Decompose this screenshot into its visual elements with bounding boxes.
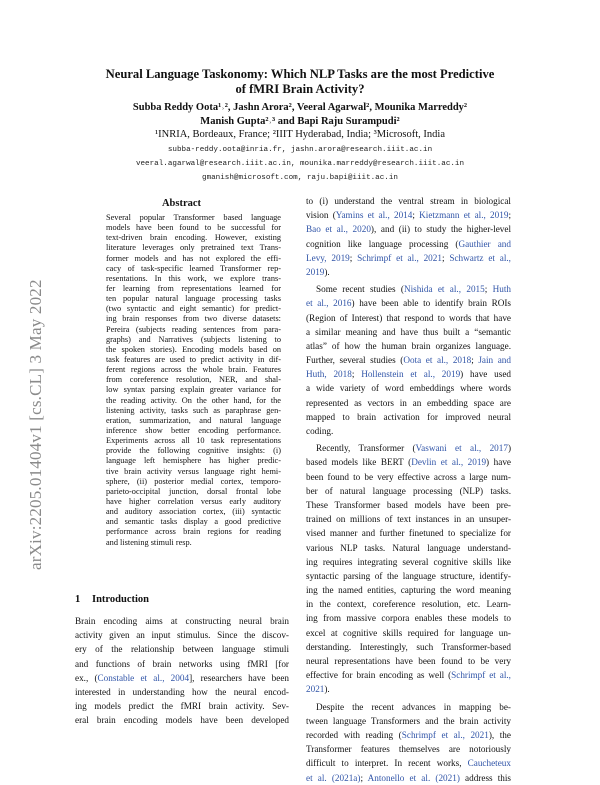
arxiv-identifier-stamp: arXiv:2205.01404v1 [cs.CL] 3 May 2022 <box>26 279 45 570</box>
body-line <box>75 614 289 628</box>
body-line <box>306 498 511 512</box>
body-line <box>306 282 511 296</box>
citation-link[interactable]: Constable et al., 2004 <box>97 672 190 683</box>
citation-link[interactable]: Schrimpf et al., <box>451 670 511 681</box>
email-line[interactable]: veeral.agarwal@research.iiit.ac.in, mounika.marreddy@research.iiit.ac.in <box>135 160 465 168</box>
body-line <box>306 728 511 742</box>
body-text: and functions of brain networks using fMRI [for <box>75 658 289 669</box>
body-text: ) have used <box>460 369 511 380</box>
abstract-line: task features are used to predict activity in dif- <box>106 354 281 364</box>
body-line <box>306 222 511 236</box>
abstract-line: the spoken stories). Encoding models based on <box>106 344 281 354</box>
body-line <box>306 597 511 611</box>
citation-link[interactable]: Huth, 2018 <box>306 369 352 380</box>
body-line <box>306 396 511 410</box>
title-line: of fMRI Brain Activity? <box>235 82 365 96</box>
abstract-line: the reading activity. On the other hand, for the <box>106 395 281 405</box>
citation-link[interactable]: Schrimpf et al., 2021 <box>401 729 489 740</box>
affiliations: ¹INRIA, Bordeaux, France; ²IIIT Hyderabad, India; ³Microsoft, India <box>154 129 446 140</box>
abstract-line: inference show better encoding performance. <box>106 425 281 435</box>
citation-link[interactable]: et al. (2021a) <box>306 772 361 783</box>
email-line[interactable]: gmanish@microsoft.com, raju.bapi@iiit.ac.in <box>202 174 398 182</box>
body-line <box>75 642 289 656</box>
body-text: interested in understanding how the neural encod- <box>75 686 289 697</box>
citation-link[interactable]: Antonello et al. (2021) <box>367 772 460 783</box>
body-line <box>306 654 511 668</box>
body-line <box>306 611 511 625</box>
body-line <box>306 208 511 222</box>
section-heading-introduction <box>75 594 149 605</box>
abstract-line: and auditory association cortex, (iii) syntactic <box>106 507 281 517</box>
body-text: ; <box>471 355 479 366</box>
email-line[interactable]: subba-reddy.oota@inria.fr, jashn.arora@research.iiit.ac.in <box>167 146 433 154</box>
body-text: tween language Transformers and the brain activity <box>306 715 511 726</box>
body-text: ing from massive corpora enables these models to <box>306 613 511 624</box>
body-text: ; <box>360 772 368 783</box>
abstract-line: Pereira (subjects reading sentences from para- <box>106 324 281 334</box>
body-text: These Transformer based models have been pre- <box>306 499 511 510</box>
citation-link[interactable]: Jain and <box>478 355 511 366</box>
body-line <box>306 339 511 353</box>
body-text: ). <box>324 684 330 695</box>
abstract-line: text-driven brain encoding. However, existing <box>106 233 281 243</box>
body-text: various NLP tasks. Natural language understand- <box>306 542 511 553</box>
citation-link[interactable]: 2019 <box>306 266 325 277</box>
paragraph <box>306 700 511 785</box>
body-line <box>306 512 511 526</box>
abstract-line: ing brain responses from two diverse datasets: <box>106 314 281 324</box>
abstract-line: former models and has not explored the effi- <box>106 253 281 263</box>
body-text: to (i) understand the ventral stream in biological <box>306 196 511 206</box>
body-text: in the context, coreference resolution, etc. Learn- <box>306 599 511 610</box>
abstract-line: Experiments across all 10 task representations <box>106 436 281 446</box>
body-line <box>306 296 511 310</box>
body-text: cognition like language processing ( <box>306 238 459 249</box>
body-line <box>75 671 289 685</box>
abstract-line: Several popular Transformer based language <box>106 213 281 222</box>
body-line <box>306 410 511 424</box>
body-text: address this <box>459 772 511 783</box>
abstract-line: ferent regions across the whole brain. Features <box>106 365 281 375</box>
body-text: ; <box>441 252 450 263</box>
citation-link[interactable]: Yamins et al., 2014 <box>335 210 413 221</box>
body-text: Some recent studies ( <box>316 284 404 295</box>
body-text: vised manner and further finetuned to specialize for <box>306 528 511 539</box>
body-line <box>306 470 511 484</box>
body-text: Despite the recent advances in mapping be- <box>316 701 511 712</box>
abstract-line: and semantic tasks display a good predictive <box>106 517 281 527</box>
paragraph <box>306 194 511 279</box>
body-line <box>75 699 289 713</box>
abstract-line: from coreference resolution, NER, and shal- <box>106 375 281 385</box>
body-text: Further, several studies ( <box>306 355 404 366</box>
body-line <box>306 583 511 597</box>
body-text: derstanding. Interestingly, such Transformer-based <box>306 641 511 652</box>
abstract-line: have higher correlation versus early auditory <box>106 496 281 506</box>
abstract-line: (two syntactic and eight semantic) for predict- <box>106 304 281 314</box>
body-line <box>306 311 511 325</box>
paragraph <box>306 441 511 696</box>
abstract-line: models have been found to be successful for <box>106 223 281 233</box>
body-line <box>75 657 289 671</box>
body-line <box>75 685 289 699</box>
citation-link[interactable]: Schwartz et al., <box>449 252 511 263</box>
body-line <box>306 441 511 455</box>
body-text: ; <box>484 284 493 295</box>
body-text: a similar meaning and have thus built a “semantic <box>306 326 511 337</box>
body-text: difficult to interpret. In recent works, <box>306 758 468 769</box>
abstract-line: ten popular natural language processing tasks <box>106 294 281 304</box>
citation-link[interactable]: Levy, 2019 <box>306 252 350 263</box>
citation-link[interactable]: Vaswani et al., 2017 <box>415 443 508 454</box>
paragraph <box>306 282 511 438</box>
body-line <box>306 682 511 696</box>
authors-line: Manish Gupta²˒³ and Bapi Raju Surampudi² <box>200 115 400 127</box>
body-line <box>306 526 511 540</box>
body-text: effective for brain encoding as well ( <box>306 670 452 681</box>
left-column-body <box>75 614 289 728</box>
body-line <box>306 325 511 339</box>
body-text: ing requires integrating several cognitive skills like <box>306 556 511 567</box>
abstract-line: and listening stimuli resp. <box>106 537 192 547</box>
citation-link[interactable]: Hollenstein et al., 2019 <box>361 369 461 380</box>
body-text: based models like BERT ( <box>306 457 412 468</box>
body-text: coding. <box>306 426 334 436</box>
paper-title <box>70 67 530 97</box>
citation-link[interactable]: Caucheteux <box>467 758 511 769</box>
body-line <box>75 628 289 642</box>
citation-link[interactable]: Schrimpf et al., 2021 <box>357 252 442 263</box>
body-line <box>306 714 511 728</box>
body-text: ], researchers have been <box>189 672 289 683</box>
body-line <box>306 484 511 498</box>
abstract-line: provide the following cognitive insights: (i) <box>106 446 281 456</box>
citation-link[interactable]: Devlin et al., 2019 <box>411 457 487 468</box>
abstract-line: eration, summarization, and natural language <box>106 415 281 425</box>
body-text: recorded with reading ( <box>306 729 402 740</box>
body-text: (Region of Interest) that respond to words that have <box>306 312 511 323</box>
citation-link[interactable]: Huth <box>492 284 511 295</box>
body-line <box>306 742 511 756</box>
body-text: ; <box>508 210 511 221</box>
body-text: ; <box>412 210 420 221</box>
body-text: trained on millions of text instances in an unsuper- <box>306 514 511 525</box>
abstract-line: resentations. In this work, we explore trans- <box>106 273 281 283</box>
body-text: eral brain encoding models have been developed <box>75 715 289 726</box>
body-line <box>306 771 511 785</box>
right-column-body <box>306 194 511 785</box>
abstract-line: literature leverages only pretrained text Trans- <box>106 243 281 253</box>
body-text: activity given an input stimulus. Since the discov- <box>75 630 289 641</box>
body-line <box>75 713 289 727</box>
body-line <box>306 756 511 770</box>
body-text: mapped to brain activation for improved neural <box>306 411 511 422</box>
body-line <box>306 455 511 469</box>
body-line <box>306 381 511 395</box>
abstract-line: language left hemisphere has higher predic- <box>106 456 281 466</box>
abstract-line: cacy of task-specific learned Transformer rep- <box>106 263 281 273</box>
body-text: ), and (ii) to study the higher-level <box>370 224 511 235</box>
abstract-line: low syntax parsing explain greater variance for <box>106 385 281 395</box>
abstract-line: graphs) and Narratives (subjects listening to <box>106 334 281 344</box>
body-line <box>306 251 511 265</box>
body-text: atlas” of how the human brain organizes language. <box>306 340 511 351</box>
body-text: ; <box>351 369 362 380</box>
body-text: ) <box>507 443 511 454</box>
body-line <box>306 424 511 438</box>
citation-link[interactable]: Gauthier and <box>458 238 511 249</box>
citation-link[interactable]: Nishida et al., 2015 <box>403 284 485 295</box>
body-line <box>306 237 511 251</box>
body-text: Transformer features themselves are notoriously <box>306 744 511 755</box>
citation-link[interactable]: et al., 2016 <box>306 298 352 309</box>
body-text: ), the <box>488 729 511 740</box>
abstract-line: listening activity, tasks such as paraphrase gen- <box>106 405 281 415</box>
body-line <box>306 555 511 569</box>
body-text: ber of natural language processing (NLP) tasks. <box>306 485 511 496</box>
body-text: ery of the relationship between language stimuli <box>75 644 289 655</box>
section-title: Introduction <box>92 594 149 605</box>
abstract-line: tive brain activity versus language right hemi- <box>106 466 281 476</box>
citation-link[interactable]: 2021 <box>306 684 325 695</box>
body-text: represented as vectors in an embedding space are <box>306 397 511 408</box>
body-text: ) have been able to identify brain ROIs <box>351 298 511 309</box>
body-text: Brain encoding aims at constructing neural brain <box>75 616 289 626</box>
author-list <box>60 101 540 128</box>
title-line: Neural Language Taskonomy: Which NLP Tasks are the most Predictive <box>105 67 495 81</box>
body-line <box>306 700 511 714</box>
body-text: ) have <box>486 457 511 468</box>
body-text: ing models predict the fMRI brain activity. Sev- <box>75 701 289 712</box>
body-text: Recently, Transformer ( <box>316 443 416 454</box>
abstract-heading: Abstract <box>161 198 202 209</box>
abstract-line: fer learning from representations learned for <box>106 283 281 293</box>
body-line <box>306 265 511 279</box>
abstract-line: sphere, (ii) posterior medial cortex, temporo- <box>106 476 281 486</box>
body-text: ). <box>324 266 330 277</box>
body-text: a wide variety of word embeddings where words <box>306 383 511 394</box>
body-line <box>306 668 511 682</box>
body-text: ex., ( <box>75 672 98 683</box>
body-line <box>306 541 511 555</box>
section-number: 1 <box>75 594 81 605</box>
body-text: neural representations have been found to be very <box>306 656 511 666</box>
body-line <box>306 353 511 367</box>
body-text: excel at cognitive skills required for language un- <box>306 627 511 638</box>
citation-link[interactable]: Oota et al., 2018 <box>403 355 472 366</box>
citation-link[interactable]: Kietzmann et al., 2019 <box>419 210 509 221</box>
abstract-line: parieto-occipital junction, dorsal frontal lobe <box>106 486 281 496</box>
body-text: vision ( <box>306 210 336 221</box>
body-text: ; <box>349 252 358 263</box>
body-text: ing the named entities, capturing the word meaning <box>306 585 511 596</box>
body-text: been found to be very effective across a large num- <box>306 471 511 482</box>
body-line <box>306 640 511 654</box>
body-text: syntactic parsing of the language structure, identify- <box>306 570 511 581</box>
body-line <box>306 626 511 640</box>
abstract-line: performance across brain regions for reading <box>106 527 281 537</box>
abstract-body <box>106 213 281 548</box>
authors-line: Subba Reddy Oota¹˒², Jashn Arora², Veeral Agarwal², Mounika Marreddy² <box>132 102 468 113</box>
citation-link[interactable]: Bao et al., 2020 <box>306 224 371 235</box>
body-line <box>306 194 511 208</box>
body-line <box>306 367 511 381</box>
body-line <box>306 569 511 583</box>
